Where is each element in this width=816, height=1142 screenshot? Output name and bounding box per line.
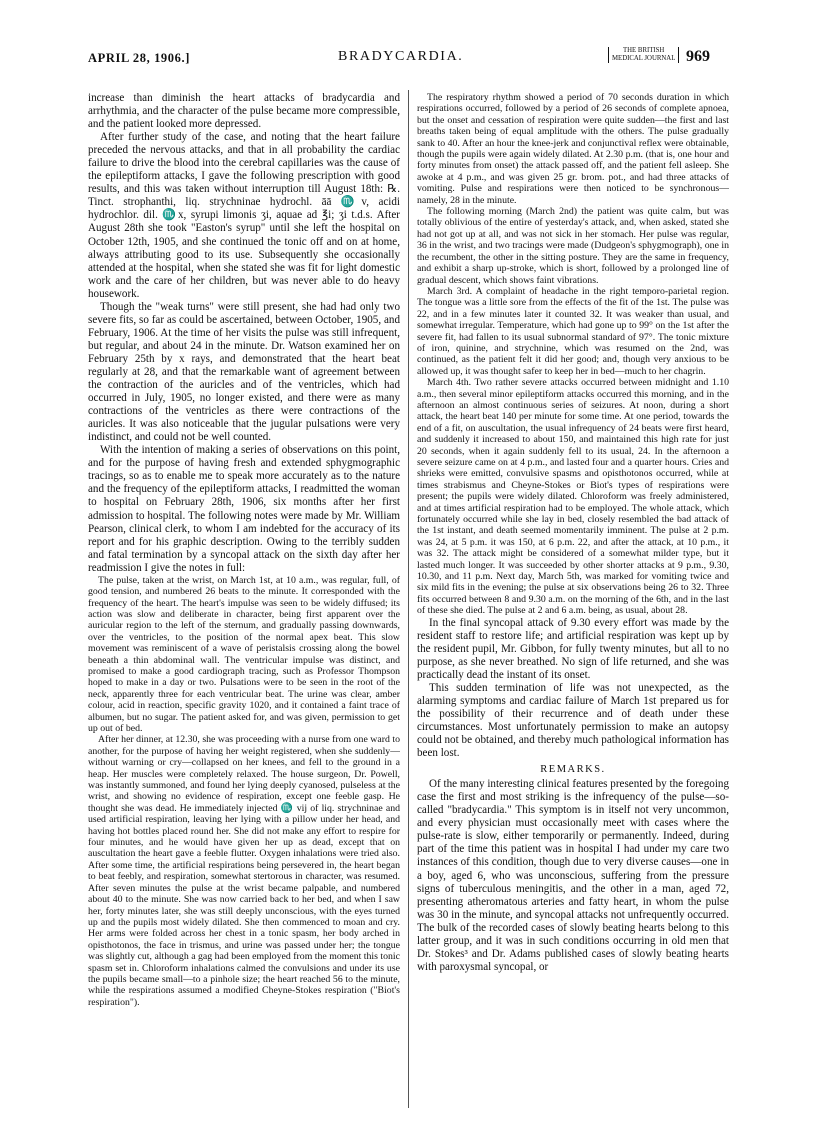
case-notes-paragraph: The pulse, taken at the wrist, on March 1st, at 10 a.m., was regular, full, of good tension, and numbered 26 beats to the minute. It corresponded with the frequency of the heart. The heart's impulse was seen to be widely diffused; its action was slow and deliberate in character, being first apparent over the auricular region to the left of the sternum, and gradually passing downwards, over the ventricles, to the position of the normal apex beat. This slow movement was reminiscent of a wave of peristalsis crossing along the bowel beneath a thin abdominal wall. The ventricular impulse was distinct, and promised to make a good cardiograph tracing, such as Professor Thompson hoped to make in a day or two. Pulsations were to be seen in the root of the neck, apparently three for each ventricular beat. The urine was clear, amber colour, acid in reaction, specific gravity 1020, and it contained a faint trace of albumen, but no sugar. The patient asked for, and was given, permission to get up out of bed. — [88, 574, 400, 735]
case-notes-paragraph: The following morning (March 2nd) the patient was quite calm, but was totally oblivious of the entire of yesterday's attack, and, when asked, stated she had not got up at all, and was not sick in her stomach. Her pulse was regular, 36 in the wrist, and two tracings were made (Dudgeon's sphygmograph), one in the recumbent, the other in the sitting posture. They are the same in frequency, and exhibit a sharp up-stroke, which is short, followed by a prolonged line of gradual descent, which shows faint vibrations. — [417, 206, 729, 286]
case-notes-paragraph: The respiratory rhythm showed a period of 70 seconds duration in which respirations occurred, followed by a period of 26 seconds of complete apnoea, but the onset and cessation of respiration were quite sudden—the first and last breaths taken being of equal amplitude with the others. The pulse gradually sank to 40. After an hour the knee-jerk and conjunctival reflex were obtainable, though the pupils were again widely dilated. At 2.30 p.m. (that is, one hour and forty minutes from onset) the attack passed off, and the patient fell asleep. She awoke at 4 p.m., and was given 25 gr. brom. pot., and had three attacks of vomiting. Pulse and respirations were then noticed to be synchronous—namely, 28 in the minute. — [417, 92, 729, 206]
column-divider — [408, 90, 409, 1108]
case-notes-paragraph: After her dinner, at 12.30, she was proceeding with a nurse from one ward to another, for the purpose of having her weight registered, when she suddenly—without warning or cry—collapsed on her knees, and fell to the ground in a heap. Her muscles were completely relaxed. The house surgeon, Dr. Powell, was instantly summoned, and found her lying deeply cyanosed, pulseless at the wrist, and showing no evidence of respiration, except one feeble gasp. He thought she was dead. He immediately injected ♏ vij of liq. strychninae and used artificial respiration, leaving her lying with a pillow under her head, and having hot bottles placed round her. She did not make any effort to respire for four minutes, and he would have given her up as dead, except that on auscultation the heart gave a feeble flutter. Oxygen inhalations were tried also. After some time, the artificial respirations being persevered in, the heart began to beat feebly, and respiration, somewhat stertorous in character, was resumed. After seven minutes the pulse at the wrist became palpable, and numbered about 40 to the minute. She was now carried back to her bed, and when I saw her, forty minutes later, she was still deeply unconscious, with the eyes turned up and the pupils most widely dilated. She then commenced to moan and cry. Her arms were folded across her chest in a tonic spasm, her body arched in opisthotonos, the face in trismus, and urine was passed under her; the tongue was slightly cut, although a gag had been employed from the moment this tonic spasm set in. Chloroform inhalations calmed the convulsions and under its use the pupils became small—to a pinhole size; the heart reached 56 to the minute, while the respirations assumed a modified Cheyne-Stokes respiration ("Biot's respiration"). — [88, 734, 400, 1008]
right-column — [417, 92, 729, 1112]
paragraph: In the final syncopal attack of 9.30 every effort was made by the resident staff to restore life; and artificial respiration was kept up by the resident pupil, Mr. Gibbon, for fully twenty minutes, but all to no purpose, as she never breathed. No sign of life returned, and she was practically dead the instant of its onset. — [417, 616, 729, 681]
paragraph: With the intention of making a series of observations on this point, and for the purpose of having fresh and extended sphygmographic tracings, so as to enable me to speak more accurately as to the nature and the frequency of the epileptiform attacks, I readmitted the woman to hospital on February 28th, 1906, six months after her first admission to hospital. The following notes were made by Mr. William Pearson, clinical clerk, to whom I am indebted for the accuracy of its report and for his graphic description. Owing to the terribly sudden and fatal termination by a syncopal attack on the sixth day after her readmission I give the notes in full: — [88, 444, 400, 574]
case-notes-paragraph: March 3rd. A complaint of headache in the right temporo-parietal region. The tongue was a little sore from the effects of the fit of the 1st. The pulse was 22, and in a few minutes later it counted 32. It was weaker than usual, and somewhat irregular. Temperature, which had gone up to 99° on the 1st after the severe fit, had fallen to its usual subnormal standard of 97°. The tonic mixture of iron, quinine, and strychnine, which was resumed on the 2nd, was continued, as the patient felt it did her good; and, though very anxious to be allowed up, it was thought safer to keep her in bed—much to her chagrin. — [417, 285, 729, 377]
issue-date: APRIL 28, 1906.] — [88, 51, 190, 65]
paragraph: Of the many interesting clinical features presented by the foregoing case the first and most striking is the infrequency of the pulse—so-called "bradycardia." This symptom is in itself not very uncommon, and every physician must occasionally meet with cases where the pulse-rate is slow, either temporarily or permanently. Indeed, during part of the time this patient was in hospital I had under my care two instances of this condition, though due to very diverse causes—one in a boy, aged 6, who was unconscious, suffering from the pressure signs of tuberculous meningitis, and the other in a man, aged 72, presenting atheromatous arteries and fatty heart, in whom the pulse was 30 in the minute, and syncopal attacks not unfrequently occurred. The bulk of the recorded cases of slowly beating hearts belong to this latter group, and it was in such conditions occurring in old men that Dr. Stokes³ and Dr. Adams published cases of slowly beating hearts with paroxysmal syncopal, or — [417, 778, 729, 973]
paragraph: increase than diminish the heart attacks of bradycardia and arrhythmia, and the character of the pulse became more compressible, and the patient looked more depressed. — [88, 92, 400, 131]
page-header — [88, 47, 738, 69]
journal-name — [608, 47, 679, 63]
paragraph: This sudden termination of life was not unexpected, as the alarming symptoms and cardiac failure of March 1st prepared us for the possibility of their recurrence and of death under these circumstances. Most unfortunately permission to make an autopsy could not be obtained, and thereby much pathological information has been lost. — [417, 681, 729, 760]
left-column — [88, 92, 400, 1112]
running-title: BRADYCARDIA. — [338, 49, 464, 64]
case-notes-paragraph: March 4th. Two rather severe attacks occurred between midnight and 1.10 a.m., then several minor epileptiform attacks occurred this morning, and in the afternoon an almost continuous series of seizures. At noon, during a short attack, the heart beat 140 per minute for some time. At one period, towards the end of a fit, on auscultation, the usual infrequency of 24 beats were first heard, and suddenly it increased to about 150, and maintained this high rate for just 20 seconds, when it again suddenly fell to its usual, 24. In the afternoon a severe seizure came on at 4 p.m., and lasted four and a quarter hours. Cries and shrieks were emitted, convulsive spasms and opisthotonos occurred, while at times strabismus and Cheyne-Stokes or Biot's types of respirations were present; the pupils were widely dilated. Chloroform was freely administered, and at times artificial respiration had to be employed. The whole attack, which fortunately occurred while she lay in bed, closely resembled the bad attack of the 1st instant, and death seemed momentarily imminent. The pulse at 2 p.m. was 24, at 5 p.m. it was 150, at 6 p.m. 22, and after the attack, at 10 p.m., it was 32. The attack might be considered of a somewhat milder type, but it lasted much longer. It was succeeded by other shorter attacks at 9 p.m., 9.30, 10.30, and 11 p.m. Next day, March 5th, was marked for vomiting twice and six mild fits in the evening; the pulse at six observations being 26 to 32. Three fits occurred between 8 and 9.30 a.m. on the morning of the 6th, and in the last of these she died. The pulse at 2 and 6 a.m. being, as usual, about 28. — [417, 377, 729, 617]
journal-line-2: MEDICAL JOURNAL — [612, 55, 676, 62]
page-number: 969 — [686, 48, 710, 65]
paragraph: After further study of the case, and noting that the heart failure preceded the nervous attacks, and that in all probability the cardiac failure to drive the blood into the cerebral capillaries was the cause of the epileptiform attacks, I gave the following prescription with good results, and this was taken without interruption till August 18th: ℞. Tinct. strophanthi, liq. strychninae hydrochl. āā ♏v, acidi hydrochlor. dil. ♏x, syrupi limonis ʒi, aquae ad ℥i; ʒi t.d.s. After August 28th she took "Easton's syrup" until she left the hospital on October 12th, 1905, and she continued the tonic off and on at home, always attributing good to its use. Subsequently she occasionally attended at the hospital, when she stated she was fit for light domestic work and the care of her children, but was never able to do heavy housework. — [88, 131, 400, 300]
remarks-heading: REMARKS. — [540, 764, 606, 776]
journal-line-1: THE BRITISH — [623, 47, 665, 54]
paragraph: Though the "weak turns" were still present, she had had only two severe fits, so far as could be ascertained, between October, 1905, and February, 1906. At the time of her visits the pulse was still infrequent, but regular, and about 24 in the minute. Dr. Watson examined her on February 25th by x rays, and demonstrated that the heart beat regularly at 28, and that the remarkable want of agreement between the contraction of the auricles and of the ventricles, which had occurred in July, 1905, no longer existed, and there were as many contractions of the ventricles as there were contractions of the auricles. It was also noticeable that the jugular pulsations were very indistinct, and could not be well counted. — [88, 300, 400, 444]
